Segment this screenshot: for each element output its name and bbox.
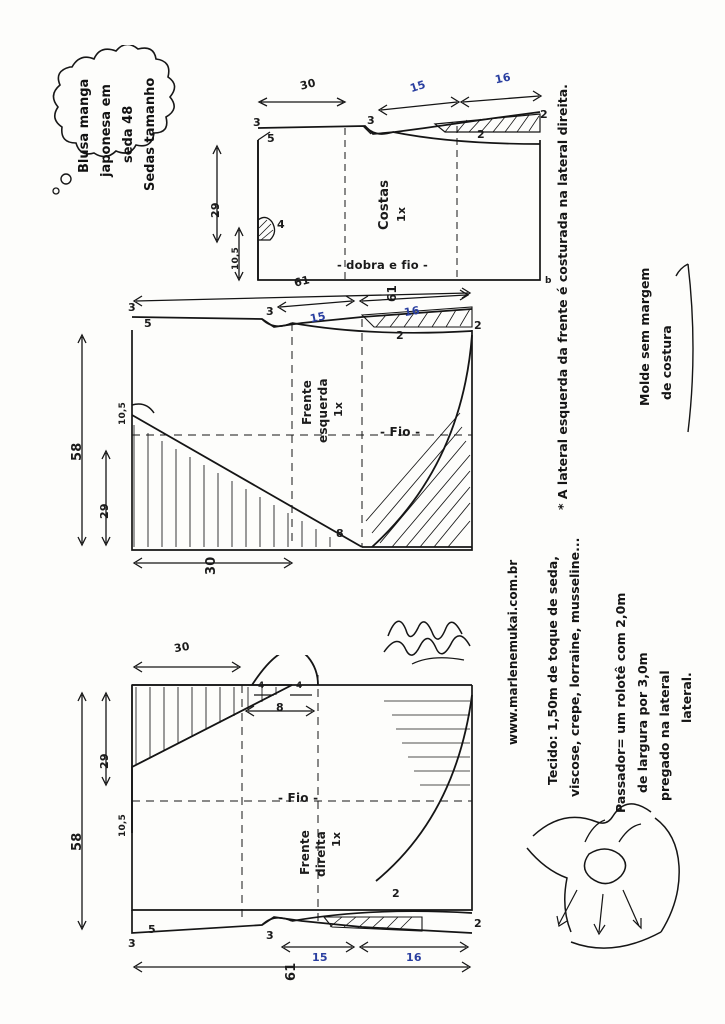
dim-costas-cuff-right: 2 [540, 108, 548, 121]
note-asterisk: * [555, 503, 570, 510]
piece-label-costas: Costas [377, 179, 392, 230]
note-fabric-1: Tecido: 1,50m de toque de seda, [545, 556, 560, 785]
note-seam [540, 84, 710, 530]
piece-frente-esquerda [62, 275, 512, 575]
dim-fd-upper-height: 29 [98, 753, 111, 769]
note-margin-2: de costura [659, 325, 674, 400]
dim-fd-neck: 5 [148, 923, 156, 936]
piece-qty-costas: 1x [395, 206, 408, 222]
dim-costas-top-width: 30 [298, 76, 318, 93]
dim-fd-total-height: 58 [70, 832, 85, 851]
mark-costas-hem: b [545, 276, 552, 286]
dim-fe-sleeve-a: 15 [308, 309, 327, 326]
dim-costas-bottom-width: 61 [385, 284, 399, 302]
note-margin-1: Molde sem margem [637, 267, 652, 406]
note-seam-text: A lateral esquerda da frente é costurada na lateral direita. [555, 84, 570, 500]
label-fio-direita: - Fio - [278, 791, 319, 805]
piece-label-frente-esquerda-2: esquerda [316, 378, 330, 443]
dim-fe-mark3: 3 [266, 305, 274, 318]
dim-costas-neck: 5 [267, 132, 275, 145]
note-passador-1: Passador= um rolotê com 2,0m [613, 592, 628, 813]
dim-fd-center-mark: 8 [276, 701, 284, 714]
piece-label-frente-direita-2: direita [314, 830, 328, 877]
dim-fe-cuff2: 2 [474, 319, 482, 332]
dim-fd-side-drop: 10,5 [118, 813, 128, 837]
piece-label-frente-esquerda: Frente [300, 379, 314, 425]
dim-fd-shoulder: 3 [128, 937, 136, 950]
dim-fd-sleeve-a: 15 [312, 951, 328, 964]
dim-fe-center-mark: 8 [336, 527, 344, 540]
dim-costas-mark3: 3 [367, 114, 375, 127]
dim-fe-bottom-width: 30 [204, 556, 219, 575]
title-line-2: japonesa em [99, 84, 114, 177]
label-dobra-e-fio: - dobra e fio - [337, 258, 429, 272]
dim-fe-total-height: 58 [70, 442, 85, 461]
note-fabric-2: viscose, crepe, lorraine, musseline... [567, 537, 582, 797]
note-passador-2: de largura por 3,0m [635, 652, 650, 793]
piece-qty-frente-esquerda: 1x [332, 401, 345, 417]
dim-fd-bottom-width: 61 [284, 962, 299, 981]
dim-costas-notch: 4 [277, 218, 285, 231]
dim-costas-shoulder: 3 [253, 116, 261, 129]
dim-fd-top-width: 30 [172, 639, 191, 656]
dim-costas-sleeve-a: 15 [408, 77, 428, 96]
dim-costas-sleeve-b: 16 [493, 70, 512, 87]
note-site: www.marlenemukai.com.br [506, 559, 520, 745]
title-line-4: Sedas tamanho [143, 77, 158, 191]
piece-label-frente-direita: Frente [298, 829, 312, 875]
dim-fe-lower-height: 29 [98, 503, 111, 519]
dim-fd-cuff2: 2 [474, 917, 482, 930]
dim-fd-cuff: 2 [392, 887, 400, 900]
dim-fd-small-b: 4 [296, 681, 303, 691]
dim-fd-mark3: 3 [266, 929, 274, 942]
title-line-3: seda 48 [121, 105, 136, 163]
dim-costas-height: 29 [209, 202, 222, 218]
piece-qty-frente-direita: 1x [330, 831, 343, 847]
dim-fe-neck: 5 [144, 317, 152, 330]
dim-fe-side-drop: 10,5 [118, 401, 128, 425]
dim-costas-under: 10,5 [231, 246, 241, 270]
dim-fe-sleeve-b: 16 [402, 303, 421, 320]
dim-fe-shoulder: 3 [128, 301, 136, 314]
knot-sketch [515, 790, 705, 980]
dim-fd-sleeve-b: 16 [406, 951, 422, 964]
dim-fd-small-a: 4 [258, 681, 265, 691]
dim-fe-top-width: 61 [292, 273, 312, 290]
label-fio-esquerda: - Fio - [380, 425, 421, 439]
note-passador-3: pregado na lateral [657, 670, 672, 801]
dim-costas-cuff: 2 [477, 128, 485, 141]
title-line-1: Blusa manga [77, 78, 92, 173]
title-bubble [42, 45, 182, 195]
note-passador-4: lateral. [679, 672, 694, 723]
dim-fe-cuff: 2 [396, 329, 404, 342]
